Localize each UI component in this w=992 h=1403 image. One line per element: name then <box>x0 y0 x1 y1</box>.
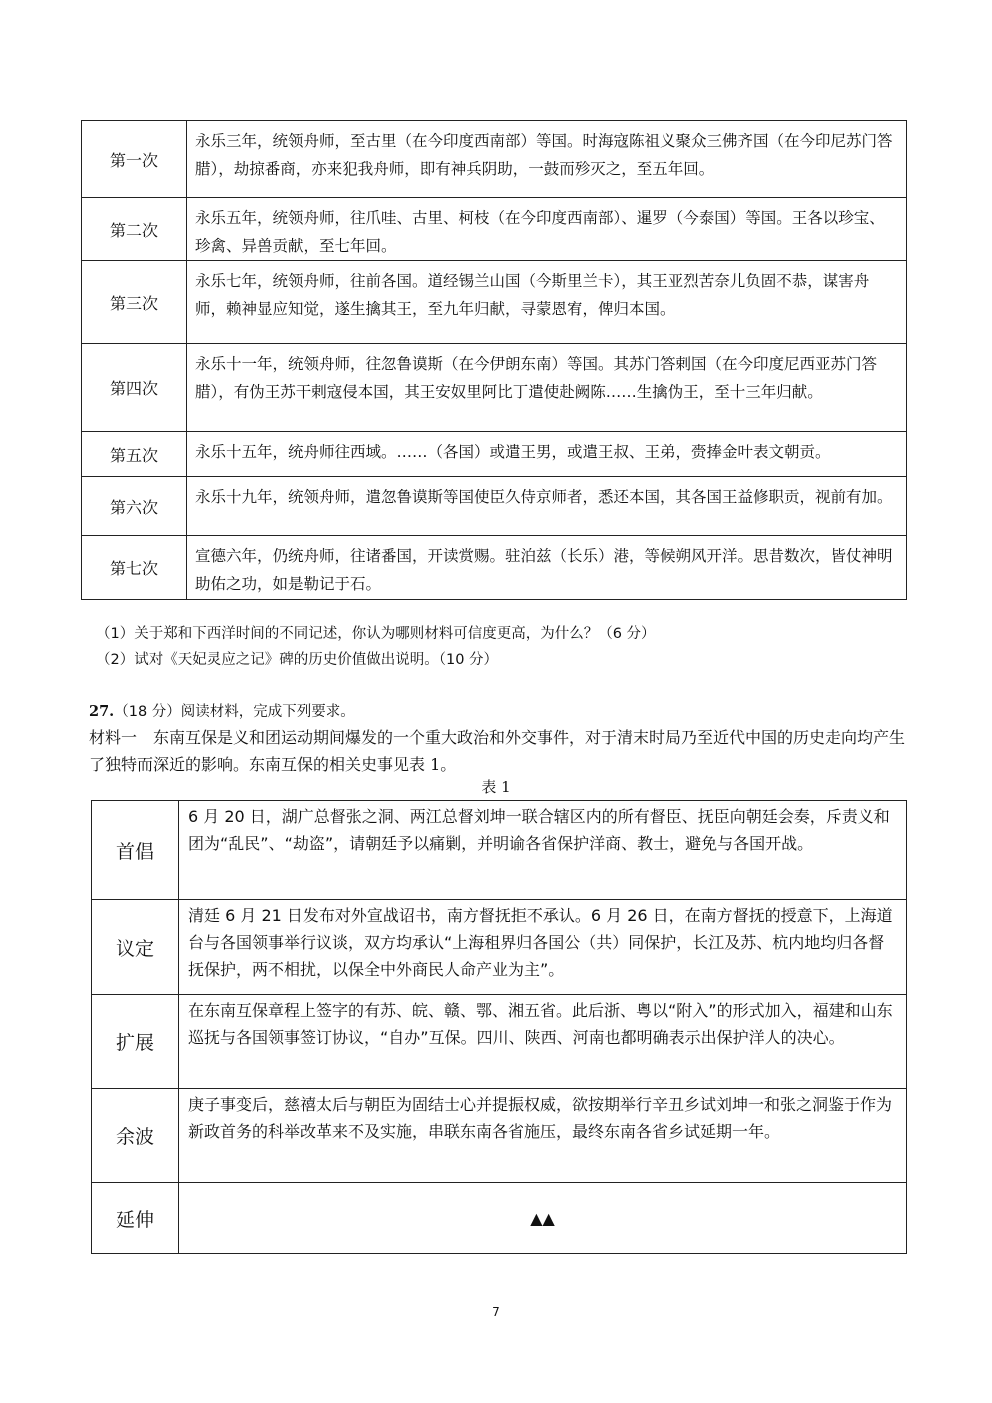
table-row <box>82 477 907 536</box>
voyage-label: 第四次 <box>82 344 187 432</box>
row-label: 延伸 <box>92 1183 179 1254</box>
row-label: 议定 <box>92 900 179 995</box>
voyage-text: 永乐十一年，统领舟师，往忽鲁谟斯（在今伊朗东南）等国。其苏门答剌国（在今印度尼西亚苏门答腊），有伪王苏干剌寇侵本国，其王安奴里阿比丁遣使赴阙陈……生擒伪王，至十三年归献。 <box>187 344 907 432</box>
question-2: （2）试对《天妃灵应之记》碑的历史价值做出说明。（10 分） <box>96 652 499 668</box>
row-label: 首倡 <box>92 801 179 900</box>
voyage-label: 第七次 <box>82 536 187 600</box>
row-text: 在东南互保章程上签字的有苏、皖、赣、鄂、湘五省。此后浙、粤以“附入”的形式加入，福建和山东巡抚与各国领事签订协议，“自办”互保。四川、陕西、河南也都明确表示出保护洋人的决心。 <box>179 995 907 1089</box>
voyages-table <box>81 120 907 600</box>
table-row <box>92 995 907 1089</box>
voyage-text: 永乐三年，统领舟师，至古里（在今印度西南部）等国。时海寇陈祖义聚众三佛齐国（在今印尼苏门答腊），劫掠番商，亦来犯我舟师，即有神兵阴助，一鼓而殄灭之，至五年回。 <box>187 121 907 198</box>
question-1: （1）关于郑和下西洋时间的不同记述，你认为哪则材料可信度更高，为什么？（6 分） <box>96 626 656 642</box>
table-row <box>92 1089 907 1183</box>
voyage-text: 永乐五年，统领舟师，往爪哇、古里、柯枝（在今印度西南部）、暹罗（今泰国）等国。王各以珍宝、珍禽、异兽贡献，至七年回。 <box>187 198 907 261</box>
voyage-label: 第二次 <box>82 198 187 261</box>
table-row <box>92 801 907 900</box>
voyage-label: 第一次 <box>82 121 187 198</box>
voyage-text: 宣德六年，仍统舟师，往诸番国，开读赏赐。驻泊兹（长乐）港，等候朔风开洋。思昔数次，皆仗神明助佑之功，如是勒记于石。 <box>187 536 907 600</box>
table-row <box>92 900 907 995</box>
row-label: 余波 <box>92 1089 179 1183</box>
table-row <box>82 121 907 198</box>
row-text: 清廷 6 月 21 日发布对外宣战诏书，南方督抚拒不承认。6 月 26 日，在南方督抚的授意下，上海道台与各国领事举行议谈，双方均承认“上海租界归各国公（共）同保护，长江及苏、杭内地均归各督抚保护，两不相扰，以保全中外商民人命产业为主”。 <box>179 900 907 995</box>
table-caption: 表 1 <box>481 778 511 796</box>
voyage-label: 第六次 <box>82 477 187 536</box>
table-row <box>92 1183 907 1254</box>
question-instruction: 阅读材料，完成下列要求。 <box>180 704 355 720</box>
page-number: 7 <box>492 1305 500 1319</box>
row-text: 庚子事变后，慈禧太后与朝臣为固结士心并提振权威，欲按期举行辛丑乡试刘坤一和张之洞鉴于作为新政首务的科举改革来不及实施，串联东南各省施压，最终东南各省乡试延期一年。 <box>179 1089 907 1183</box>
southeast-table <box>91 800 907 1254</box>
placeholder-triangles: ▲▲ <box>179 1183 907 1254</box>
material-1: 材料一 东南互保是义和团运动期间爆发的一个重大政治和外交事件，对于清末时局乃至近代中国的历史走向均产生了独特而深近的影响。东南互保的相关史事见表 1。 <box>89 728 906 774</box>
question-number: 27. <box>89 703 115 720</box>
table-row <box>82 432 907 477</box>
voyage-text: 永乐七年，统领舟师，往前各国。道经锡兰山国（今斯里兰卡），其王亚烈苦奈儿负固不恭，谋害舟师，赖神显应知觉，遂生擒其王，至九年归献，寻蒙恩宥，俾归本国。 <box>187 261 907 344</box>
table-row <box>82 344 907 432</box>
question-score: （18 分） <box>114 704 181 720</box>
question-27-header <box>89 700 355 721</box>
table-row <box>82 536 907 600</box>
voyage-text: 永乐十九年，统领舟师，遣忽鲁谟斯等国使臣久侍京师者，悉还本国，其各国王益修职贡，视前有加。 <box>187 477 907 536</box>
table-row <box>82 198 907 261</box>
table-row <box>82 261 907 344</box>
voyage-text: 永乐十五年，统舟师往西域。……（各国）或遣王男，或遣王叔、王弟，赍捧金叶表文朝贡。 <box>187 432 907 477</box>
row-label: 扩展 <box>92 995 179 1089</box>
row-text: 6 月 20 日，湖广总督张之洞、两江总督刘坤一联合辖区内的所有督臣、抚臣向朝廷会奏，斥责义和团为“乱民”、“劫盗”，请朝廷予以痛剿，并明谕各省保护洋商、教士，避免与各国开战。 <box>179 801 907 900</box>
voyage-label: 第三次 <box>82 261 187 344</box>
voyage-label: 第五次 <box>82 432 187 477</box>
